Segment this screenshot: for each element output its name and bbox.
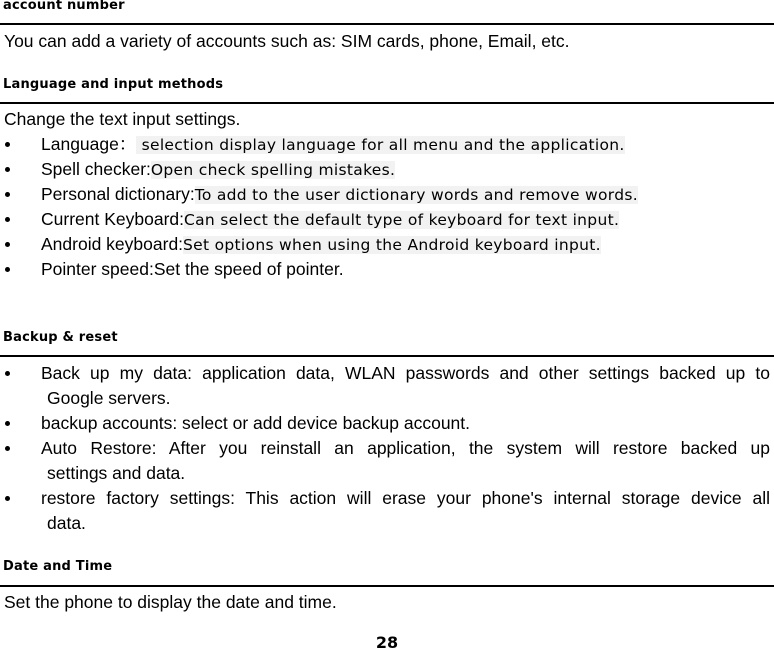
item-description: Set options when using the Android keyboard input. — [183, 236, 601, 254]
bullet-icon — [5, 167, 10, 172]
bullet-icon — [5, 192, 10, 197]
section-heading-account-number: account number — [3, 0, 125, 13]
item-description: Open check spelling mistakes. — [150, 161, 396, 179]
page-number: 28 — [375, 633, 399, 652]
language-intro: Change the text input settings. — [4, 109, 241, 129]
bullet-icon — [5, 142, 10, 147]
item-term: Pointer speed: — [41, 259, 154, 279]
section-divider — [0, 23, 774, 25]
section-divider — [0, 585, 774, 587]
bullet-icon — [5, 371, 10, 376]
section-heading-date-time: Date and Time — [3, 559, 113, 574]
item-text-continuation: settings and data. — [47, 463, 186, 483]
item-description: selection display language for all menu and the application. — [136, 136, 625, 154]
item-text-line: Back up my data: application data, WLAN passwords and other settings backed up to — [41, 363, 770, 383]
section-divider — [0, 102, 774, 104]
item-description: Can select the default type of keyboard for text input. — [184, 211, 620, 229]
item-term: Personal dictionary: — [41, 184, 195, 204]
bullet-icon — [5, 496, 10, 501]
date-time-description: Set the phone to display the date and time. — [4, 592, 337, 612]
item-text-line: backup accounts: select or add device backup account. — [41, 413, 471, 433]
bullet-icon — [5, 421, 10, 426]
item-term: Current Keyboard: — [41, 209, 184, 229]
item-term: Android keyboard: — [41, 234, 184, 254]
bullet-icon — [5, 217, 10, 222]
item-description: Set the speed of pointer. — [153, 259, 344, 279]
item-text-line: Auto Restore: After you reinstall an application, the system will restore backed up — [41, 438, 770, 458]
item-text-line: restore factory settings: This action will erase your phone's internal storage device all — [41, 488, 770, 508]
section-divider — [0, 355, 774, 357]
item-term: Language： — [41, 134, 137, 154]
item-description: To add to the user dictionary words and remove words. — [194, 186, 638, 204]
section-heading-backup-reset: Backup & reset — [3, 330, 118, 345]
item-term: Spell checker: — [41, 159, 151, 179]
bullet-icon — [5, 446, 10, 451]
item-text-continuation: data. — [47, 513, 86, 533]
bullet-icon — [5, 267, 10, 272]
bullet-icon — [5, 242, 10, 247]
account-description: You can add a variety of accounts such as: SIM cards, phone, Email, etc. — [4, 31, 570, 51]
section-heading-language-input: Language and input methods — [3, 77, 224, 92]
item-text-continuation: Google servers. — [47, 388, 171, 408]
